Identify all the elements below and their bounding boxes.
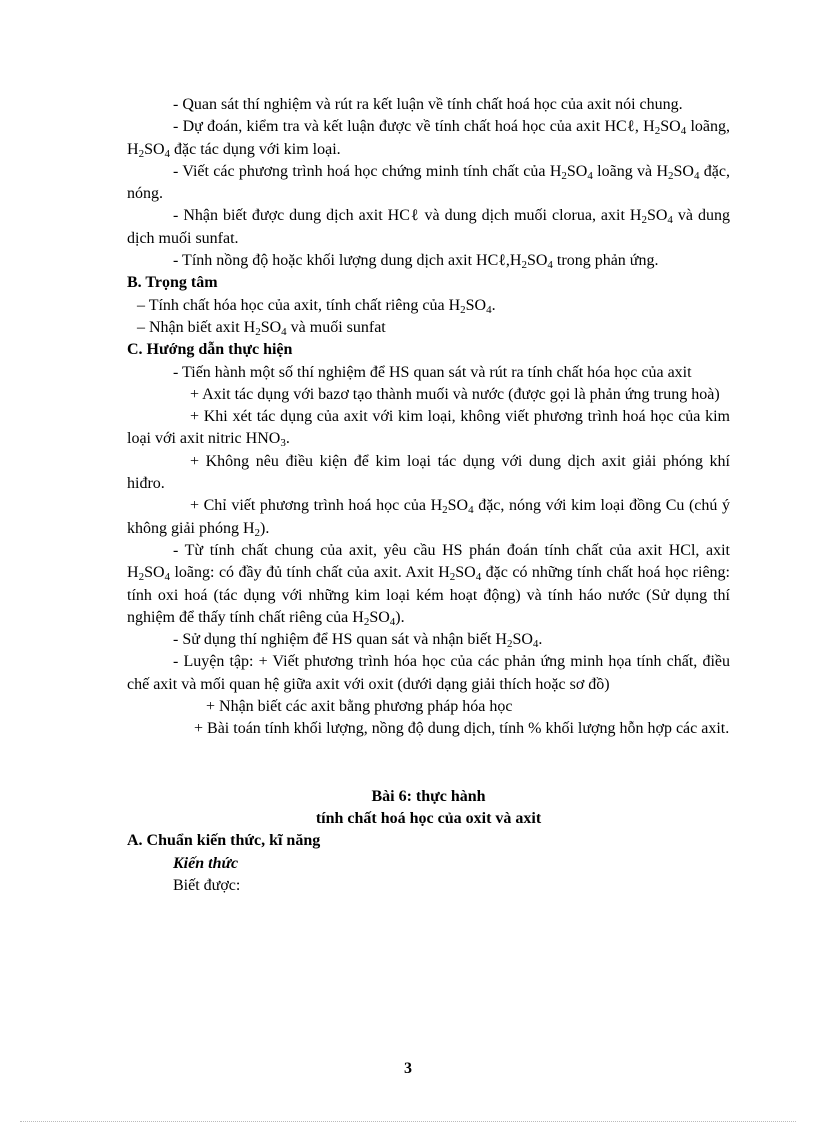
goal-identify: - Nhận biết được dung dịch axit HCℓ và dung dịch muối clorua, axit $H_2SO_4$ và dung dịch muối sunfat. <box>127 207 730 247</box>
guide-general-properties: - Từ tính chất chung của axit, yêu cầu HS phán đoán tính chất của axit HCl, axit $H_2SO_4$ loãng: có đầy đủ tính chất của axit. Axit $H_2SO_4$ đặc có những tính chất hoá học riêng: tính oxi hoá (tác dụng với những kim loại kém hoạt động) và tính háo nước (Sử dụng thí nghiệm để thấy tính chất riêng của $H_2SO_4$). <box>127 541 730 628</box>
goal-write-equations: - Viết các phương trình hoá học chứng minh tính chất của $H_2SO_4$ loãng và $H_2SO_4$ đặc, nóng. <box>127 162 730 203</box>
guide-hydrogen: + Không nêu điều kiện để kim loại tác dụng với dung dịch axit giải phóng khí hiđro. <box>127 452 730 493</box>
guide-practice: - Luyện tập: + Viết phương trình hóa học của các phản ứng minh họa tính chất, điều chế axit và mối quan hệ giữa axit với oxit (dưới dạng giải thích hoặc sơ đồ) <box>127 653 730 693</box>
spacer <box>127 741 730 786</box>
goal-calculate: - Tính nồng độ hoặc khối lượng dung dịch axit $HC\ell,H_2SO_4$ trong phản ứng. <box>173 252 659 272</box>
guide-neutralization: + Axit tác dụng với bazơ tạo thành muối và nước (được gọi là phản ứng trung hoà) <box>190 385 720 403</box>
section-c-heading: C. Hướng dẫn thực hiện <box>127 341 293 359</box>
goal-observe: - Quan sát thí nghiệm và rút ra kết luận về tính chất hoá học của axit nói chung. <box>173 96 683 113</box>
section-b-heading: B. Trọng tâm <box>127 274 218 292</box>
guide-practice-identify: + Nhận biết các axit bằng phương pháp hóa học <box>206 698 513 716</box>
goal-predict: - Dự đoán, kiểm tra và kết luận được về tính chất hoá học của axit HCℓ, $H_2SO_4$ loãng, $H_2SO_4$ đặc tác dụng với kim loại. <box>127 118 731 160</box>
focus-item-2: – Nhận biết axit $H_2SO_4$ và muối sunfat <box>137 318 386 338</box>
page-bottom-divider <box>20 1121 796 1122</box>
focus-item-1: – Tính chất hóa học của axit, tính chất riêng của $H_2SO_4$. <box>137 296 496 316</box>
guide-copper: + Chỉ viết phương trình hoá học của $H_2SO_4$ đặc, nóng với kim loại đồng Cu (chú ý không giải phóng $H_2$). <box>127 497 730 539</box>
lesson-title: Bài 6: thực hành <box>371 787 486 805</box>
lesson-subtitle: tính chất hoá học của oxit và axit <box>315 809 542 827</box>
knowledge-heading: Kiến thức <box>173 854 239 872</box>
guide-metals: + Khi xét tác dụng của axit với kim loại, không viết phương trình hoá học của kim loại với axit nitric $HNO_3$. <box>127 408 730 450</box>
known-label: Biết được: <box>173 876 241 894</box>
guide-experiments: - Tiến hành một số thí nghiệm để HS quan sát và rút ra tính chất hóa học của axit <box>173 363 692 381</box>
page-number: 3 <box>404 1060 412 1077</box>
guide-identify-experiment: - Sử dụng thí nghiệm để HS quan sát và nhận biết $H_2SO_4$. <box>173 631 543 651</box>
section-a-heading: A. Chuẩn kiến thức, kĩ năng <box>127 832 321 850</box>
guide-practice-calc: + Bài toán tính khối lượng, nồng độ dung dịch, tính % khối lượng hỗn hợp các axit. <box>194 720 730 738</box>
page-content <box>127 94 730 897</box>
